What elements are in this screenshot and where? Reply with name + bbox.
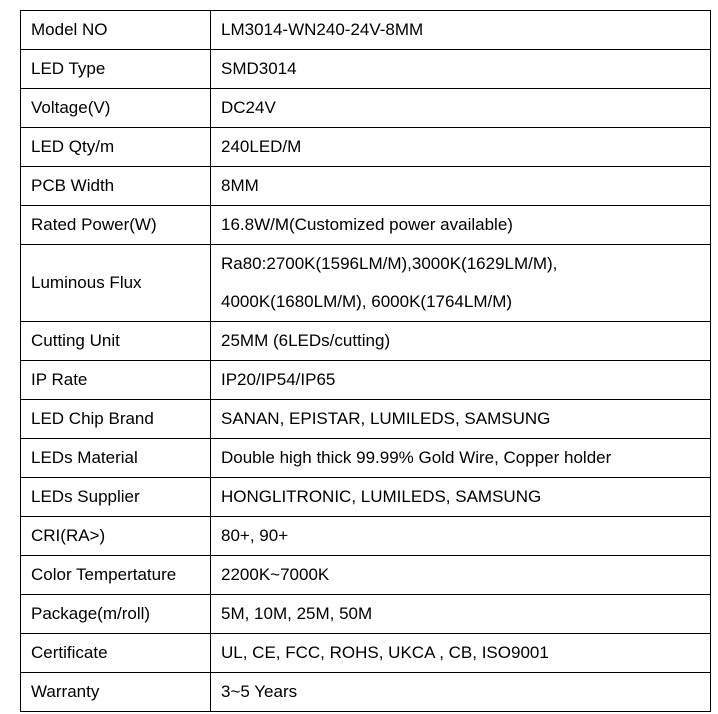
spec-table — [20, 10, 711, 712]
table-row-pcb-width — [21, 167, 711, 206]
table-row-luminous-flux — [21, 245, 711, 322]
spec-value: 80+, 90+ — [211, 517, 711, 556]
table-row-certificate — [21, 634, 711, 673]
spec-value: SANAN, EPISTAR, LUMILEDS, SAMSUNG — [211, 400, 711, 439]
table-row-cutting-unit — [21, 322, 711, 361]
table-row-led-type — [21, 50, 711, 89]
spec-value: 8MM — [211, 167, 711, 206]
spec-label: Certificate — [21, 634, 211, 673]
table-row-package — [21, 595, 711, 634]
table-row-rated-power — [21, 206, 711, 245]
spec-label: Color Tempertature — [21, 556, 211, 595]
spec-label: Warranty — [21, 673, 211, 712]
table-row-voltage — [21, 89, 711, 128]
spec-label: IP Rate — [21, 361, 211, 400]
table-row-leds-supplier — [21, 478, 711, 517]
spec-label: Luminous Flux — [21, 245, 211, 322]
spec-value: Double high thick 99.99% Gold Wire, Copper holder — [211, 439, 711, 478]
spec-value — [211, 245, 711, 322]
spec-value: 16.8W/M(Customized power available) — [211, 206, 711, 245]
spec-value: SMD3014 — [211, 50, 711, 89]
spec-label: Rated Power(W) — [21, 206, 211, 245]
spec-value-line: 4000K(1680LM/M), 6000K(1764LM/M) — [221, 292, 513, 311]
spec-label: LED Qty/m — [21, 128, 211, 167]
table-row-led-qty — [21, 128, 711, 167]
table-row-led-chip-brand — [21, 400, 711, 439]
spec-label: LED Chip Brand — [21, 400, 211, 439]
spec-value: HONGLITRONIC, LUMILEDS, SAMSUNG — [211, 478, 711, 517]
table-row-cri — [21, 517, 711, 556]
spec-value: IP20/IP54/IP65 — [211, 361, 711, 400]
spec-label: Package(m/roll) — [21, 595, 211, 634]
spec-label: CRI(RA>) — [21, 517, 211, 556]
spec-value: 3~5 Years — [211, 673, 711, 712]
spec-value: DC24V — [211, 89, 711, 128]
spec-value: UL, CE, FCC, ROHS, UKCA , CB, ISO9001 — [211, 634, 711, 673]
spec-value: LM3014-WN240-24V-8MM — [211, 11, 711, 50]
spec-value: 25MM (6LEDs/cutting) — [211, 322, 711, 361]
spec-label: LEDs Supplier — [21, 478, 211, 517]
table-row-model-no — [21, 11, 711, 50]
table-row-warranty — [21, 673, 711, 712]
spec-label: Voltage(V) — [21, 89, 211, 128]
spec-value: 240LED/M — [211, 128, 711, 167]
spec-label: Model NO — [21, 11, 211, 50]
spec-value: 2200K~7000K — [211, 556, 711, 595]
spec-value-line: Ra80:2700K(1596LM/M),3000K(1629LM/M), — [221, 254, 558, 273]
spec-label: PCB Width — [21, 167, 211, 206]
table-row-color-temperature — [21, 556, 711, 595]
spec-label: Cutting Unit — [21, 322, 211, 361]
table-row-ip-rate — [21, 361, 711, 400]
spec-value: 5M, 10M, 25M, 50M — [211, 595, 711, 634]
spec-label: LEDs Material — [21, 439, 211, 478]
table-row-leds-material — [21, 439, 711, 478]
spec-label: LED Type — [21, 50, 211, 89]
